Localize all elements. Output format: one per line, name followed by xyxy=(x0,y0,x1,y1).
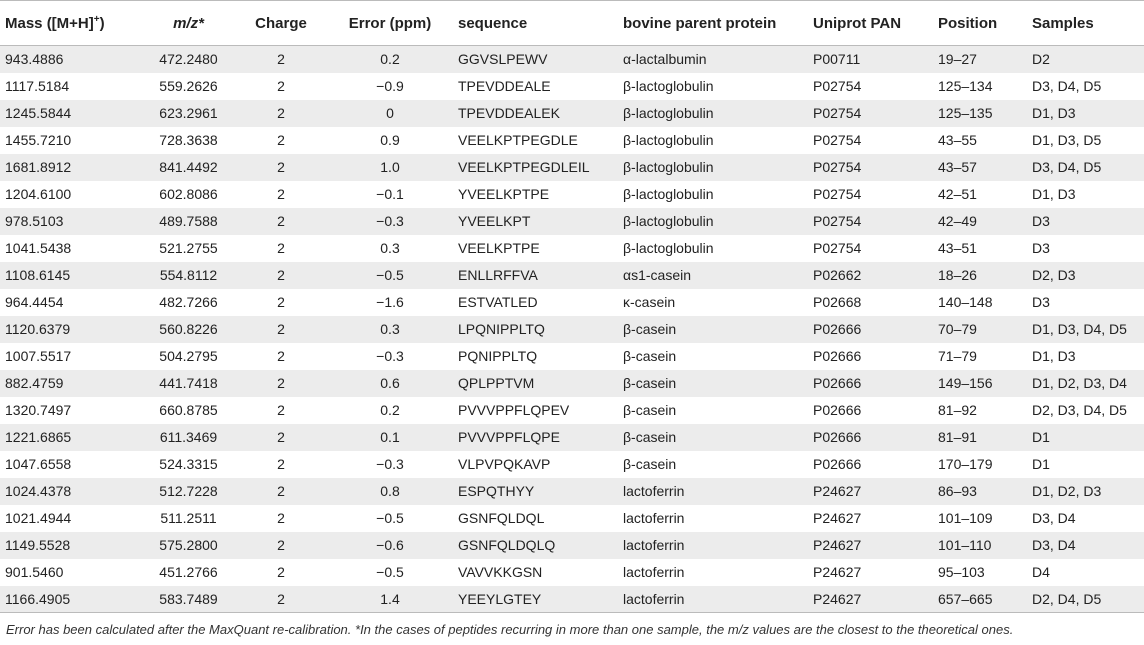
table-row xyxy=(0,532,1144,559)
header-sequence: sequence xyxy=(453,1,618,46)
position-cell: 101–109 xyxy=(938,510,993,526)
samples-cell: D1, D3 xyxy=(1032,348,1076,364)
sequence-cell: PQNIPPLTQ xyxy=(458,348,538,364)
uniprot-cell: P02754 xyxy=(813,186,862,202)
charge-cell: 2 xyxy=(277,213,285,229)
mz-cell: 611.3469 xyxy=(159,429,218,445)
error-cell: 0.2 xyxy=(380,402,400,418)
header-protein: bovine parent protein xyxy=(618,1,808,46)
error-cell: 0.8 xyxy=(380,483,400,499)
position-cell: 18–26 xyxy=(938,267,977,283)
sequence-cell: PVVVPPFLQPE xyxy=(458,429,560,445)
mass-cell: 1108.6145 xyxy=(5,267,71,283)
error-cell: −0.3 xyxy=(376,348,404,364)
header-uniprot: Uniprot PAN xyxy=(808,1,933,46)
samples-cell: D3, D4 xyxy=(1032,510,1076,526)
mass-cell: 1041.5438 xyxy=(5,240,72,256)
error-cell: 1.0 xyxy=(380,159,400,175)
sequence-cell: LPQNIPPLTQ xyxy=(458,321,545,337)
mass-cell: 1021.4944 xyxy=(5,510,72,526)
sequence-cell: ESTVATLED xyxy=(458,294,538,310)
error-cell: −0.5 xyxy=(376,564,404,580)
table-header-row xyxy=(0,1,1144,46)
table-row xyxy=(0,478,1144,505)
sequence-cell: PVVVPPFLQPEV xyxy=(458,402,570,418)
samples-cell: D2, D3 xyxy=(1032,267,1076,283)
sequence-cell: VLPVPQKAVP xyxy=(458,456,551,472)
mass-cell: 1024.4378 xyxy=(5,483,72,499)
samples-cell: D1, D2, D3 xyxy=(1032,483,1102,499)
error-cell: −0.5 xyxy=(376,267,404,283)
protein-cell: lactoferrin xyxy=(623,510,685,526)
protein-cell: αs1-casein xyxy=(623,267,692,283)
mz-cell: 623.2961 xyxy=(159,105,218,121)
sequence-cell: YEEYLGTEY xyxy=(453,586,618,613)
mz-cell: 841.4492 xyxy=(159,159,218,175)
uniprot-cell: P24627 xyxy=(813,537,862,553)
uniprot-cell: P02754 xyxy=(813,78,862,94)
charge-cell: 2 xyxy=(235,586,327,613)
charge-cell: 2 xyxy=(277,348,285,364)
position-cell: 657–665 xyxy=(933,586,1027,613)
mz-cell: 660.8785 xyxy=(159,402,218,418)
uniprot-cell: P02666 xyxy=(813,402,862,418)
mass-cell: 1117.5184 xyxy=(5,78,70,94)
position-cell: 101–110 xyxy=(938,537,992,553)
sequence-cell: VEELKPTPEGDLE xyxy=(458,132,578,148)
mass-cell: 1007.5517 xyxy=(5,348,72,364)
uniprot-cell: P02754 xyxy=(813,132,862,148)
uniprot-cell: P02662 xyxy=(813,267,862,283)
sequence-cell: VAVVKKGSN xyxy=(458,564,543,580)
mass-cell: 1221.6865 xyxy=(5,429,72,445)
uniprot-cell: P02666 xyxy=(813,348,862,364)
position-cell: 43–57 xyxy=(938,159,977,175)
table-row xyxy=(0,154,1144,181)
charge-cell: 2 xyxy=(277,294,285,310)
uniprot-cell: P24627 xyxy=(813,483,862,499)
mz-cell: 482.7266 xyxy=(159,294,218,310)
charge-cell: 2 xyxy=(277,267,285,283)
charge-cell: 2 xyxy=(277,132,285,148)
table-row xyxy=(0,235,1144,262)
mz-cell: 524.3315 xyxy=(159,456,218,472)
position-cell: 42–49 xyxy=(938,213,977,229)
samples-cell: D1 xyxy=(1032,429,1050,445)
mass-cell: 1681.8912 xyxy=(5,159,72,175)
mass-cell: 1149.5528 xyxy=(5,537,71,553)
table-row xyxy=(0,100,1144,127)
samples-cell: D3 xyxy=(1032,240,1050,256)
mass-cell: 1047.6558 xyxy=(5,456,72,472)
samples-cell: D1, D2, D3, D4 xyxy=(1032,375,1127,391)
protein-cell: β-lactoglobulin xyxy=(623,186,714,202)
sequence-cell: ENLLRFFVA xyxy=(458,267,538,283)
error-cell: −0.3 xyxy=(376,213,404,229)
protein-cell: β-lactoglobulin xyxy=(623,78,714,94)
mass-cell: 964.4454 xyxy=(5,294,64,310)
protein-cell: κ-casein xyxy=(623,294,676,310)
charge-cell: 2 xyxy=(277,186,285,202)
charge-cell: 2 xyxy=(277,564,285,580)
uniprot-cell: P24627 xyxy=(813,564,862,580)
protein-cell: β-lactoglobulin xyxy=(623,159,714,175)
protein-cell: lactoferrin xyxy=(618,586,808,613)
mass-cell: 1320.7497 xyxy=(5,402,72,418)
samples-cell: D3 xyxy=(1032,213,1050,229)
uniprot-cell: P24627 xyxy=(808,586,933,613)
samples-cell: D1, D3, D4, D5 xyxy=(1032,321,1127,337)
position-cell: 86–93 xyxy=(938,483,977,499)
charge-cell: 2 xyxy=(277,78,285,94)
sequence-cell: VEELKPTPEGDLEIL xyxy=(458,159,590,175)
header-error: Error (ppm) xyxy=(327,1,453,46)
table-row xyxy=(0,586,1144,613)
position-cell: 43–51 xyxy=(938,240,977,256)
protein-cell: β-lactoglobulin xyxy=(623,240,714,256)
table-row xyxy=(0,451,1144,478)
mz-cell: 554.8112 xyxy=(159,267,218,283)
protein-cell: lactoferrin xyxy=(623,564,685,580)
sequence-cell: GSNFQLDQLQ xyxy=(458,537,556,553)
charge-cell: 2 xyxy=(277,483,285,499)
table-row xyxy=(0,559,1144,586)
uniprot-cell: P02666 xyxy=(813,321,862,337)
table-row xyxy=(0,370,1144,397)
table-row xyxy=(0,343,1144,370)
protein-cell: α-lactalbumin xyxy=(623,51,707,68)
mass-cell: 1245.5844 xyxy=(5,105,72,121)
position-cell: 81–91 xyxy=(938,429,977,445)
protein-cell: β-lactoglobulin xyxy=(623,132,714,148)
uniprot-cell: P02754 xyxy=(813,105,862,121)
charge-cell: 2 xyxy=(277,240,285,256)
mz-cell: 472.2480 xyxy=(159,51,218,68)
header-charge: Charge xyxy=(235,1,327,46)
header-position: Position xyxy=(933,1,1027,46)
samples-cell: D2, D3, D4, D5 xyxy=(1032,402,1127,418)
protein-cell: β-casein xyxy=(623,402,677,418)
table-row xyxy=(0,289,1144,316)
protein-cell: β-casein xyxy=(623,348,677,364)
position-cell: 71–79 xyxy=(938,348,977,364)
uniprot-cell: P02666 xyxy=(813,456,862,472)
sequence-cell: ESPQTHYY xyxy=(458,483,535,499)
samples-cell: D4 xyxy=(1032,564,1050,580)
uniprot-cell: P02666 xyxy=(813,429,862,445)
mass-cell: 1120.6379 xyxy=(5,321,71,337)
charge-cell: 2 xyxy=(277,510,285,526)
mz-cell: 575.2800 xyxy=(159,537,218,553)
charge-cell: 2 xyxy=(277,105,285,121)
position-cell: 81–92 xyxy=(938,402,977,418)
error-cell: 0.3 xyxy=(380,321,400,337)
position-cell: 125–134 xyxy=(938,78,993,94)
mass-cell: 901.5460 xyxy=(5,564,64,580)
mz-cell: 583.7489 xyxy=(142,586,235,613)
samples-cell: D3 xyxy=(1032,294,1050,310)
mz-cell: 512.7228 xyxy=(159,483,218,499)
charge-cell: 2 xyxy=(277,537,285,553)
error-cell: −0.3 xyxy=(376,456,404,472)
table-row xyxy=(0,424,1144,451)
mz-cell: 489.7588 xyxy=(159,213,218,229)
position-cell: 149–156 xyxy=(938,375,993,391)
error-cell: 0.6 xyxy=(380,375,400,391)
samples-cell: D3, D4, D5 xyxy=(1032,159,1102,175)
position-cell: 95–103 xyxy=(938,564,985,580)
samples-cell: D2, D4, D5 xyxy=(1027,586,1144,613)
sequence-cell: QPLPPTVM xyxy=(458,375,535,391)
mass-cell: 882.4759 xyxy=(5,375,64,391)
sequence-cell: VEELKPTPE xyxy=(458,240,540,256)
mz-cell: 602.8086 xyxy=(159,186,218,202)
position-cell: 170–179 xyxy=(938,456,993,472)
error-cell: −0.9 xyxy=(376,78,404,94)
mz-cell: 441.7418 xyxy=(159,375,218,391)
table-footnote: Error has been calculated after the MaxQuant re-calibration. *In the cases of peptides recurring in more than one sample, the m/z values are the closest to the theoretical ones. xyxy=(6,622,1014,637)
uniprot-cell: P02754 xyxy=(813,213,862,229)
protein-cell: β-lactoglobulin xyxy=(623,213,714,229)
error-cell: −0.6 xyxy=(376,537,404,553)
error-cell: −1.6 xyxy=(376,294,404,310)
protein-cell: lactoferrin xyxy=(623,483,685,499)
header-samples: Samples xyxy=(1027,1,1144,46)
protein-cell: β-casein xyxy=(623,456,677,472)
protein-cell: lactoferrin xyxy=(623,537,685,553)
error-cell: 0.3 xyxy=(380,240,400,256)
error-cell: 1.4 xyxy=(327,586,453,613)
position-cell: 19–27 xyxy=(938,51,977,68)
mz-cell: 511.2511 xyxy=(160,510,217,526)
uniprot-cell: P02754 xyxy=(813,159,862,175)
mz-cell: 504.2795 xyxy=(159,348,218,364)
position-cell: 43–55 xyxy=(938,132,977,148)
mass-cell: 978.5103 xyxy=(5,213,64,229)
error-cell: 0.9 xyxy=(380,132,400,148)
sequence-cell: TPEVDDEALEK xyxy=(458,105,560,121)
mz-cell: 521.2755 xyxy=(159,240,218,256)
protein-cell: β-casein xyxy=(623,429,677,445)
position-cell: 140–148 xyxy=(938,294,993,310)
charge-cell: 2 xyxy=(277,51,285,68)
samples-cell: D1, D3 xyxy=(1032,186,1076,202)
charge-cell: 2 xyxy=(277,456,285,472)
table-row xyxy=(0,208,1144,235)
mz-cell: 560.8226 xyxy=(159,321,218,337)
uniprot-cell: P24627 xyxy=(813,510,862,526)
samples-cell: D3, D4, D5 xyxy=(1032,78,1102,94)
position-cell: 125–135 xyxy=(938,105,993,121)
charge-cell: 2 xyxy=(277,159,285,175)
samples-cell: D1, D3, D5 xyxy=(1032,132,1102,148)
error-cell: 0.2 xyxy=(380,51,400,68)
position-cell: 70–79 xyxy=(938,321,977,337)
charge-cell: 2 xyxy=(277,429,285,445)
protein-cell: β-casein xyxy=(623,375,677,391)
mass-cell: 1166.4905 xyxy=(0,586,142,613)
header-mass: Mass ([M+H]+) xyxy=(0,1,142,46)
table-row xyxy=(0,127,1144,154)
table-row xyxy=(0,316,1144,343)
uniprot-cell: P02666 xyxy=(813,375,862,391)
uniprot-cell: P02754 xyxy=(813,240,862,256)
sequence-cell: YVEELKPT xyxy=(458,213,531,229)
samples-cell: D3, D4 xyxy=(1032,537,1076,553)
samples-cell: D1 xyxy=(1032,456,1050,472)
table-row xyxy=(0,181,1144,208)
sequence-cell: GSNFQLDQL xyxy=(458,510,545,526)
charge-cell: 2 xyxy=(277,321,285,337)
error-cell: −0.1 xyxy=(376,186,404,202)
table-row xyxy=(0,46,1144,73)
sequence-cell: GGVSLPEWV xyxy=(458,51,548,68)
error-cell: 0.1 xyxy=(380,429,400,445)
mass-cell: 1204.6100 xyxy=(5,186,72,202)
mz-cell: 728.3638 xyxy=(159,132,218,148)
samples-cell: D2 xyxy=(1032,51,1050,68)
error-cell: 0 xyxy=(386,105,394,121)
table-row xyxy=(0,397,1144,424)
charge-cell: 2 xyxy=(277,402,285,418)
mz-cell: 451.2766 xyxy=(159,564,218,580)
uniprot-cell: P00711 xyxy=(813,51,861,68)
position-cell: 42–51 xyxy=(938,186,977,202)
header-mz: m/z* xyxy=(142,1,235,46)
protein-cell: β-lactoglobulin xyxy=(623,105,714,121)
table-row xyxy=(0,262,1144,289)
sequence-cell: TPEVDDEALE xyxy=(458,78,551,94)
table-row xyxy=(0,73,1144,100)
table-row xyxy=(0,505,1144,532)
samples-cell: D1, D3 xyxy=(1032,105,1076,121)
uniprot-cell: P02668 xyxy=(813,294,862,310)
charge-cell: 2 xyxy=(277,375,285,391)
error-cell: −0.5 xyxy=(376,510,404,526)
mz-cell: 559.2626 xyxy=(159,78,218,94)
mass-cell: 1455.7210 xyxy=(5,132,72,148)
protein-cell: β-casein xyxy=(623,321,677,337)
sequence-cell: YVEELKPTPE xyxy=(458,186,550,202)
mass-cell: 943.4886 xyxy=(5,51,64,68)
